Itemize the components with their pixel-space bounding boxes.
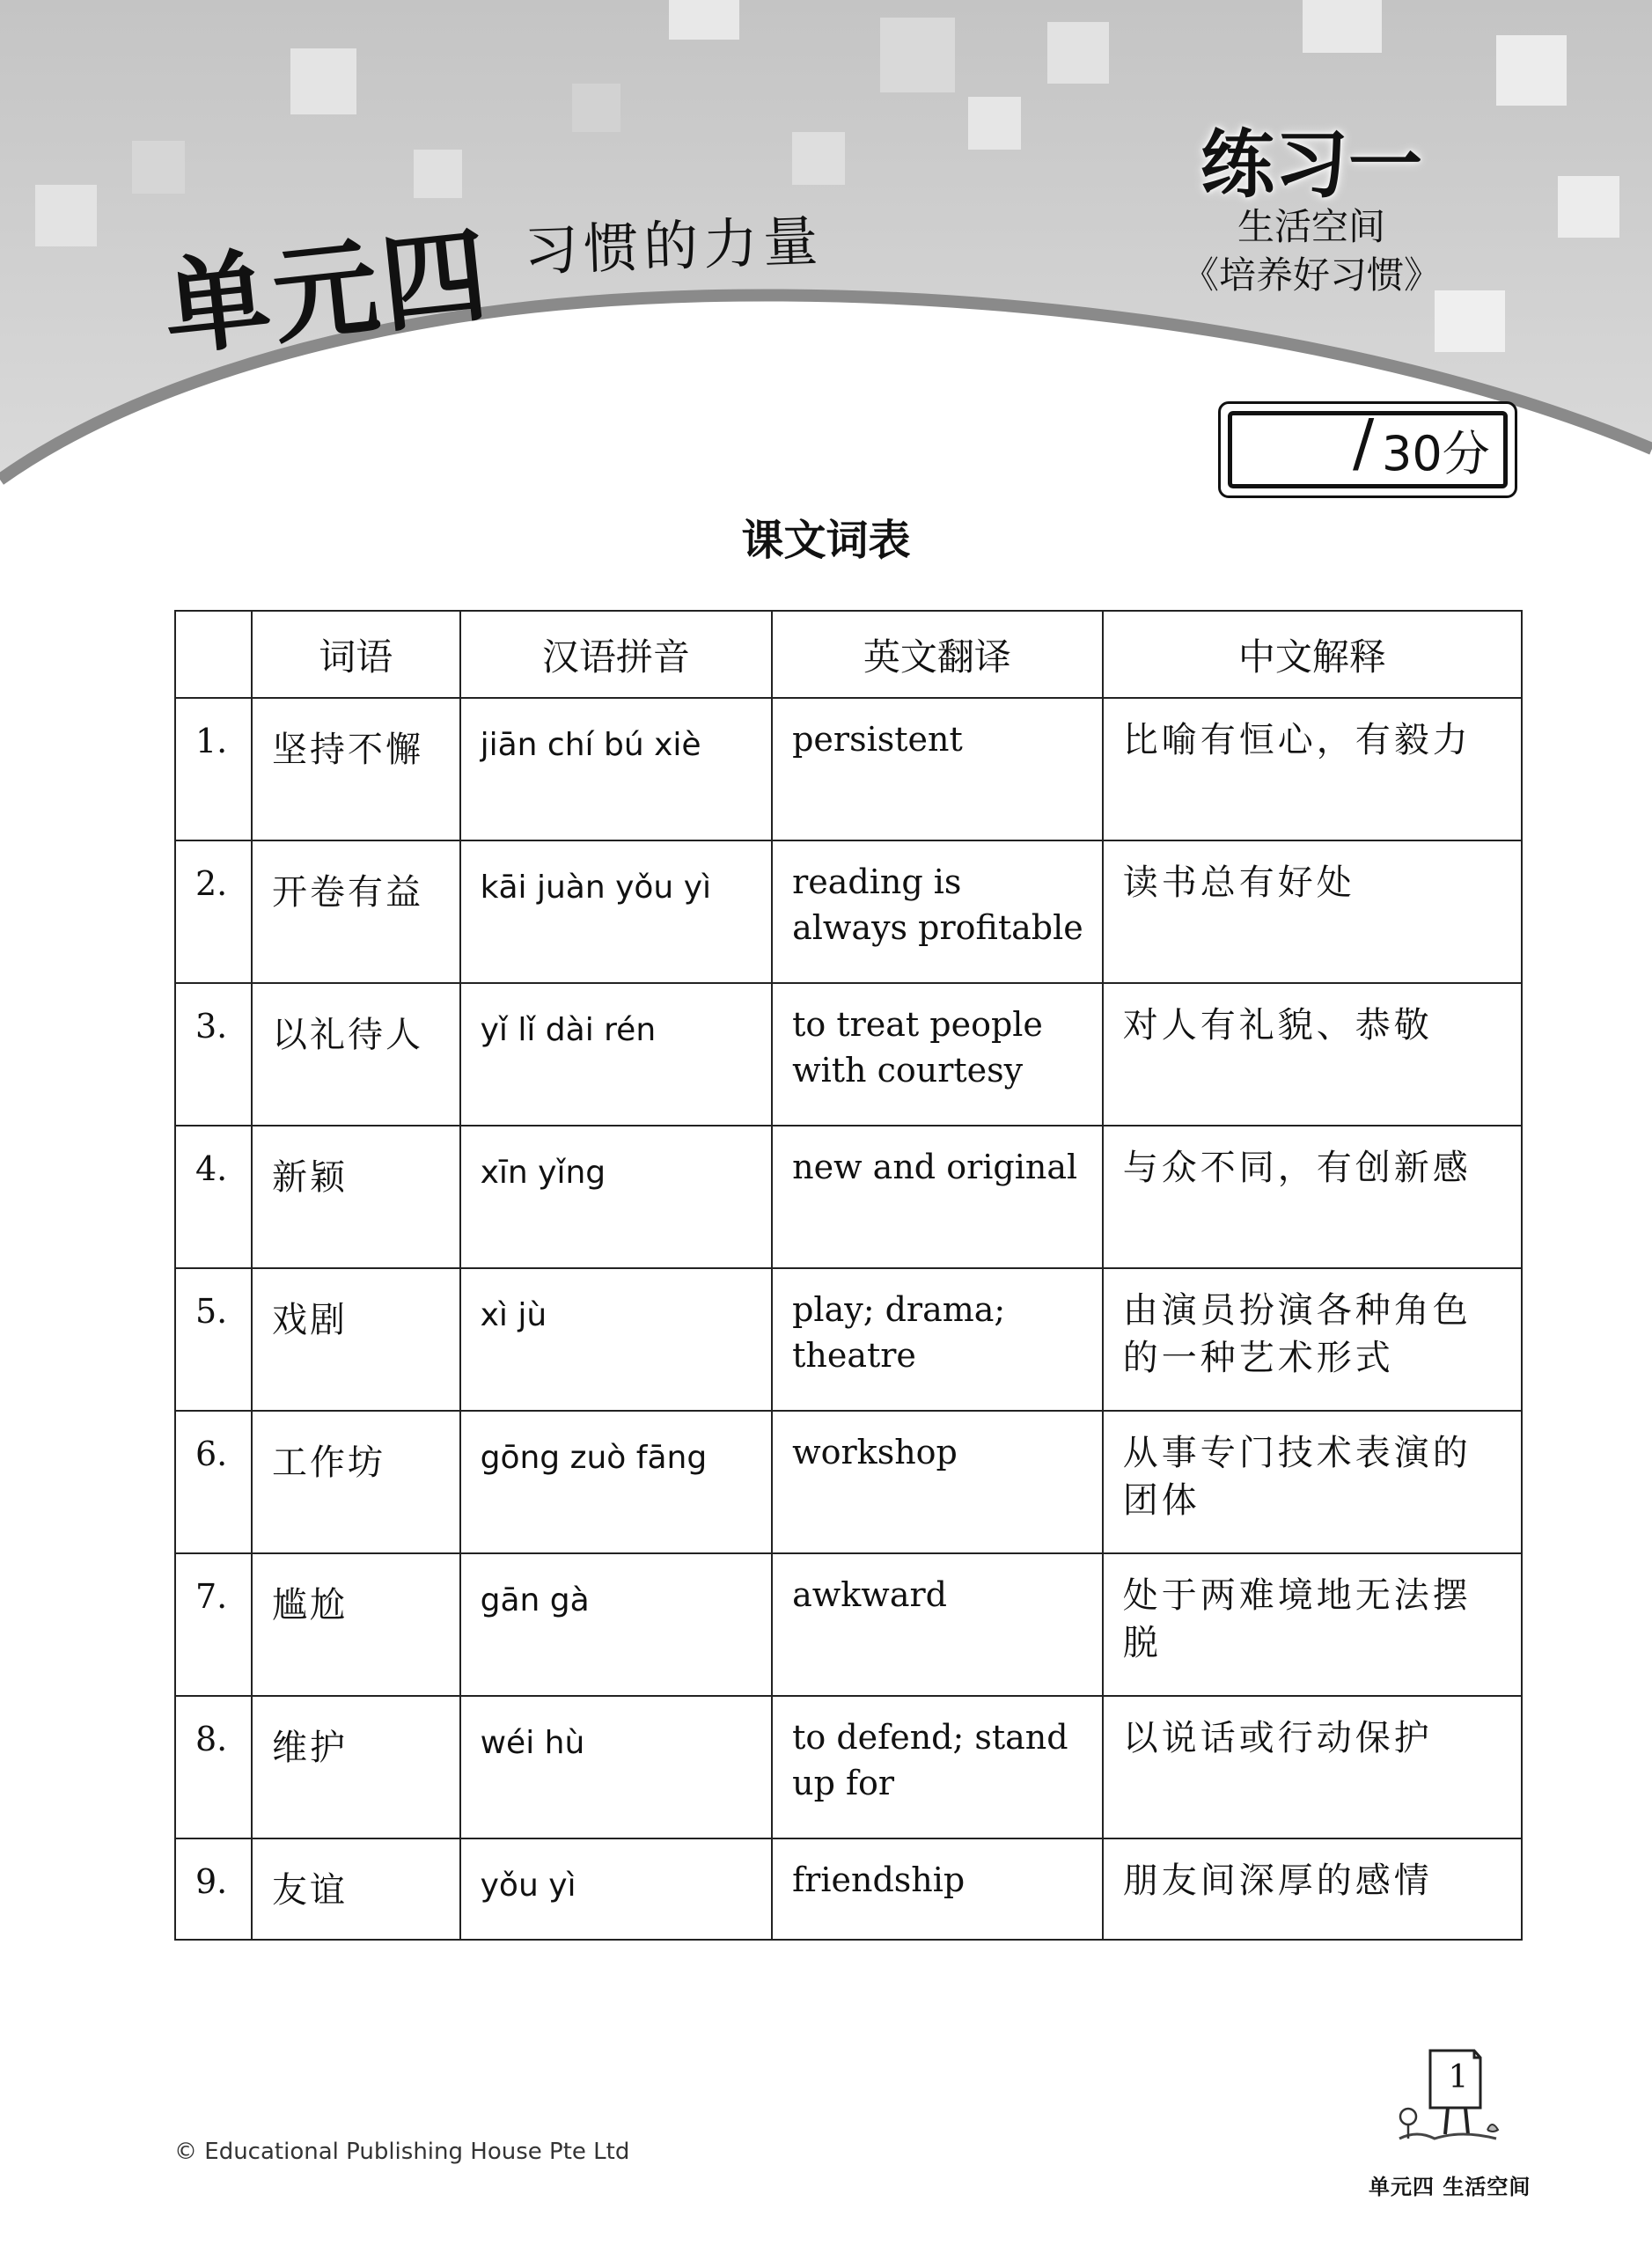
exercise-title: 练习一 (1200, 121, 1422, 208)
row-english: new and original (772, 1126, 1103, 1268)
row-english: friendship (772, 1838, 1103, 1940)
row-word: 维护 (252, 1696, 460, 1838)
row-pinyin: yǒu yì (460, 1838, 772, 1940)
row-number: 5. (175, 1268, 252, 1411)
row-number: 4. (175, 1126, 252, 1268)
row-meaning: 由演员扮演各种角色的一种艺术形式 (1103, 1268, 1522, 1411)
row-word: 尴尬 (252, 1553, 460, 1696)
row-word: 坚持不懈 (252, 698, 460, 840)
row-pinyin: jiān chí bú xiè (460, 698, 772, 840)
row-word: 开卷有益 (252, 840, 460, 983)
row-english: reading is always profitable (772, 840, 1103, 983)
footer-unit-label: 单元四 生活空间 (1369, 2175, 1531, 2199)
row-number: 1. (175, 698, 252, 840)
row-meaning: 处于两难境地无法摆脱 (1103, 1553, 1522, 1696)
page-number: 1 (1448, 2059, 1469, 2095)
unit-subtitle: 习惯的力量 (523, 209, 825, 283)
row-meaning: 朋友间深厚的感情 (1103, 1838, 1522, 1940)
row-number: 8. (175, 1696, 252, 1838)
row-number: 6. (175, 1411, 252, 1553)
table-row (175, 1553, 1522, 1696)
theme-label: 生活空间 (1237, 205, 1385, 248)
header-pinyin: 汉语拼音 (460, 611, 772, 698)
table-header-row (175, 611, 1522, 698)
header-meaning: 中文解释 (1103, 611, 1522, 698)
score-box (1218, 401, 1517, 498)
row-meaning: 与众不同，有创新感 (1103, 1126, 1522, 1268)
header-english: 英文翻译 (772, 611, 1103, 698)
lesson-title: 《培养好习惯》 (1181, 253, 1441, 297)
row-number: 2. (175, 840, 252, 983)
row-english: play; drama; theatre (772, 1268, 1103, 1411)
row-meaning: 从事专门技术表演的团体 (1103, 1411, 1522, 1553)
table-row (175, 1696, 1522, 1838)
table-row (175, 983, 1522, 1126)
row-english: persistent (772, 698, 1103, 840)
row-english: workshop (772, 1411, 1103, 1553)
table-row (175, 1411, 1522, 1553)
row-meaning: 比喻有恒心，有毅力 (1103, 698, 1522, 840)
row-pinyin: gōng zuò fāng (460, 1411, 772, 1553)
row-pinyin: kāi juàn yǒu yì (460, 840, 772, 983)
row-word: 友谊 (252, 1838, 460, 1940)
table-row (175, 1126, 1522, 1268)
row-pinyin: wéi hù (460, 1696, 772, 1838)
row-number: 9. (175, 1838, 252, 1940)
row-english: awkward (772, 1553, 1103, 1696)
unit-title: 单元四 (158, 214, 497, 371)
row-pinyin: xì jù (460, 1268, 772, 1411)
row-word: 戏剧 (252, 1268, 460, 1411)
header-number (175, 611, 252, 698)
row-english: to defend; stand up for (772, 1696, 1103, 1838)
table-row (175, 1838, 1522, 1940)
vocabulary-table (174, 610, 1523, 1941)
row-number: 7. (175, 1553, 252, 1696)
table-row (175, 698, 1522, 840)
row-meaning: 以说话或行动保护 (1103, 1696, 1522, 1838)
section-title: 课文词表 (741, 516, 911, 565)
table-row (175, 840, 1522, 983)
row-word: 以礼待人 (252, 983, 460, 1126)
row-pinyin: yǐ lǐ dài rén (460, 983, 772, 1126)
row-word: 工作坊 (252, 1411, 460, 1553)
row-meaning: 对人有礼貌、恭敬 (1103, 983, 1522, 1126)
table-row (175, 1268, 1522, 1411)
row-word: 新颖 (252, 1126, 460, 1268)
header-word: 词语 (252, 611, 460, 698)
row-pinyin: gān gà (460, 1553, 772, 1696)
copyright-notice: © Educational Publishing House Pte Ltd (174, 2139, 630, 2165)
row-pinyin: xīn yǐng (460, 1126, 772, 1268)
row-english: to treat people with courtesy (772, 983, 1103, 1126)
score-slash: / (1353, 406, 1375, 480)
score-total: 30分 (1382, 426, 1490, 481)
row-meaning: 读书总有好处 (1103, 840, 1522, 983)
row-number: 3. (175, 983, 252, 1126)
